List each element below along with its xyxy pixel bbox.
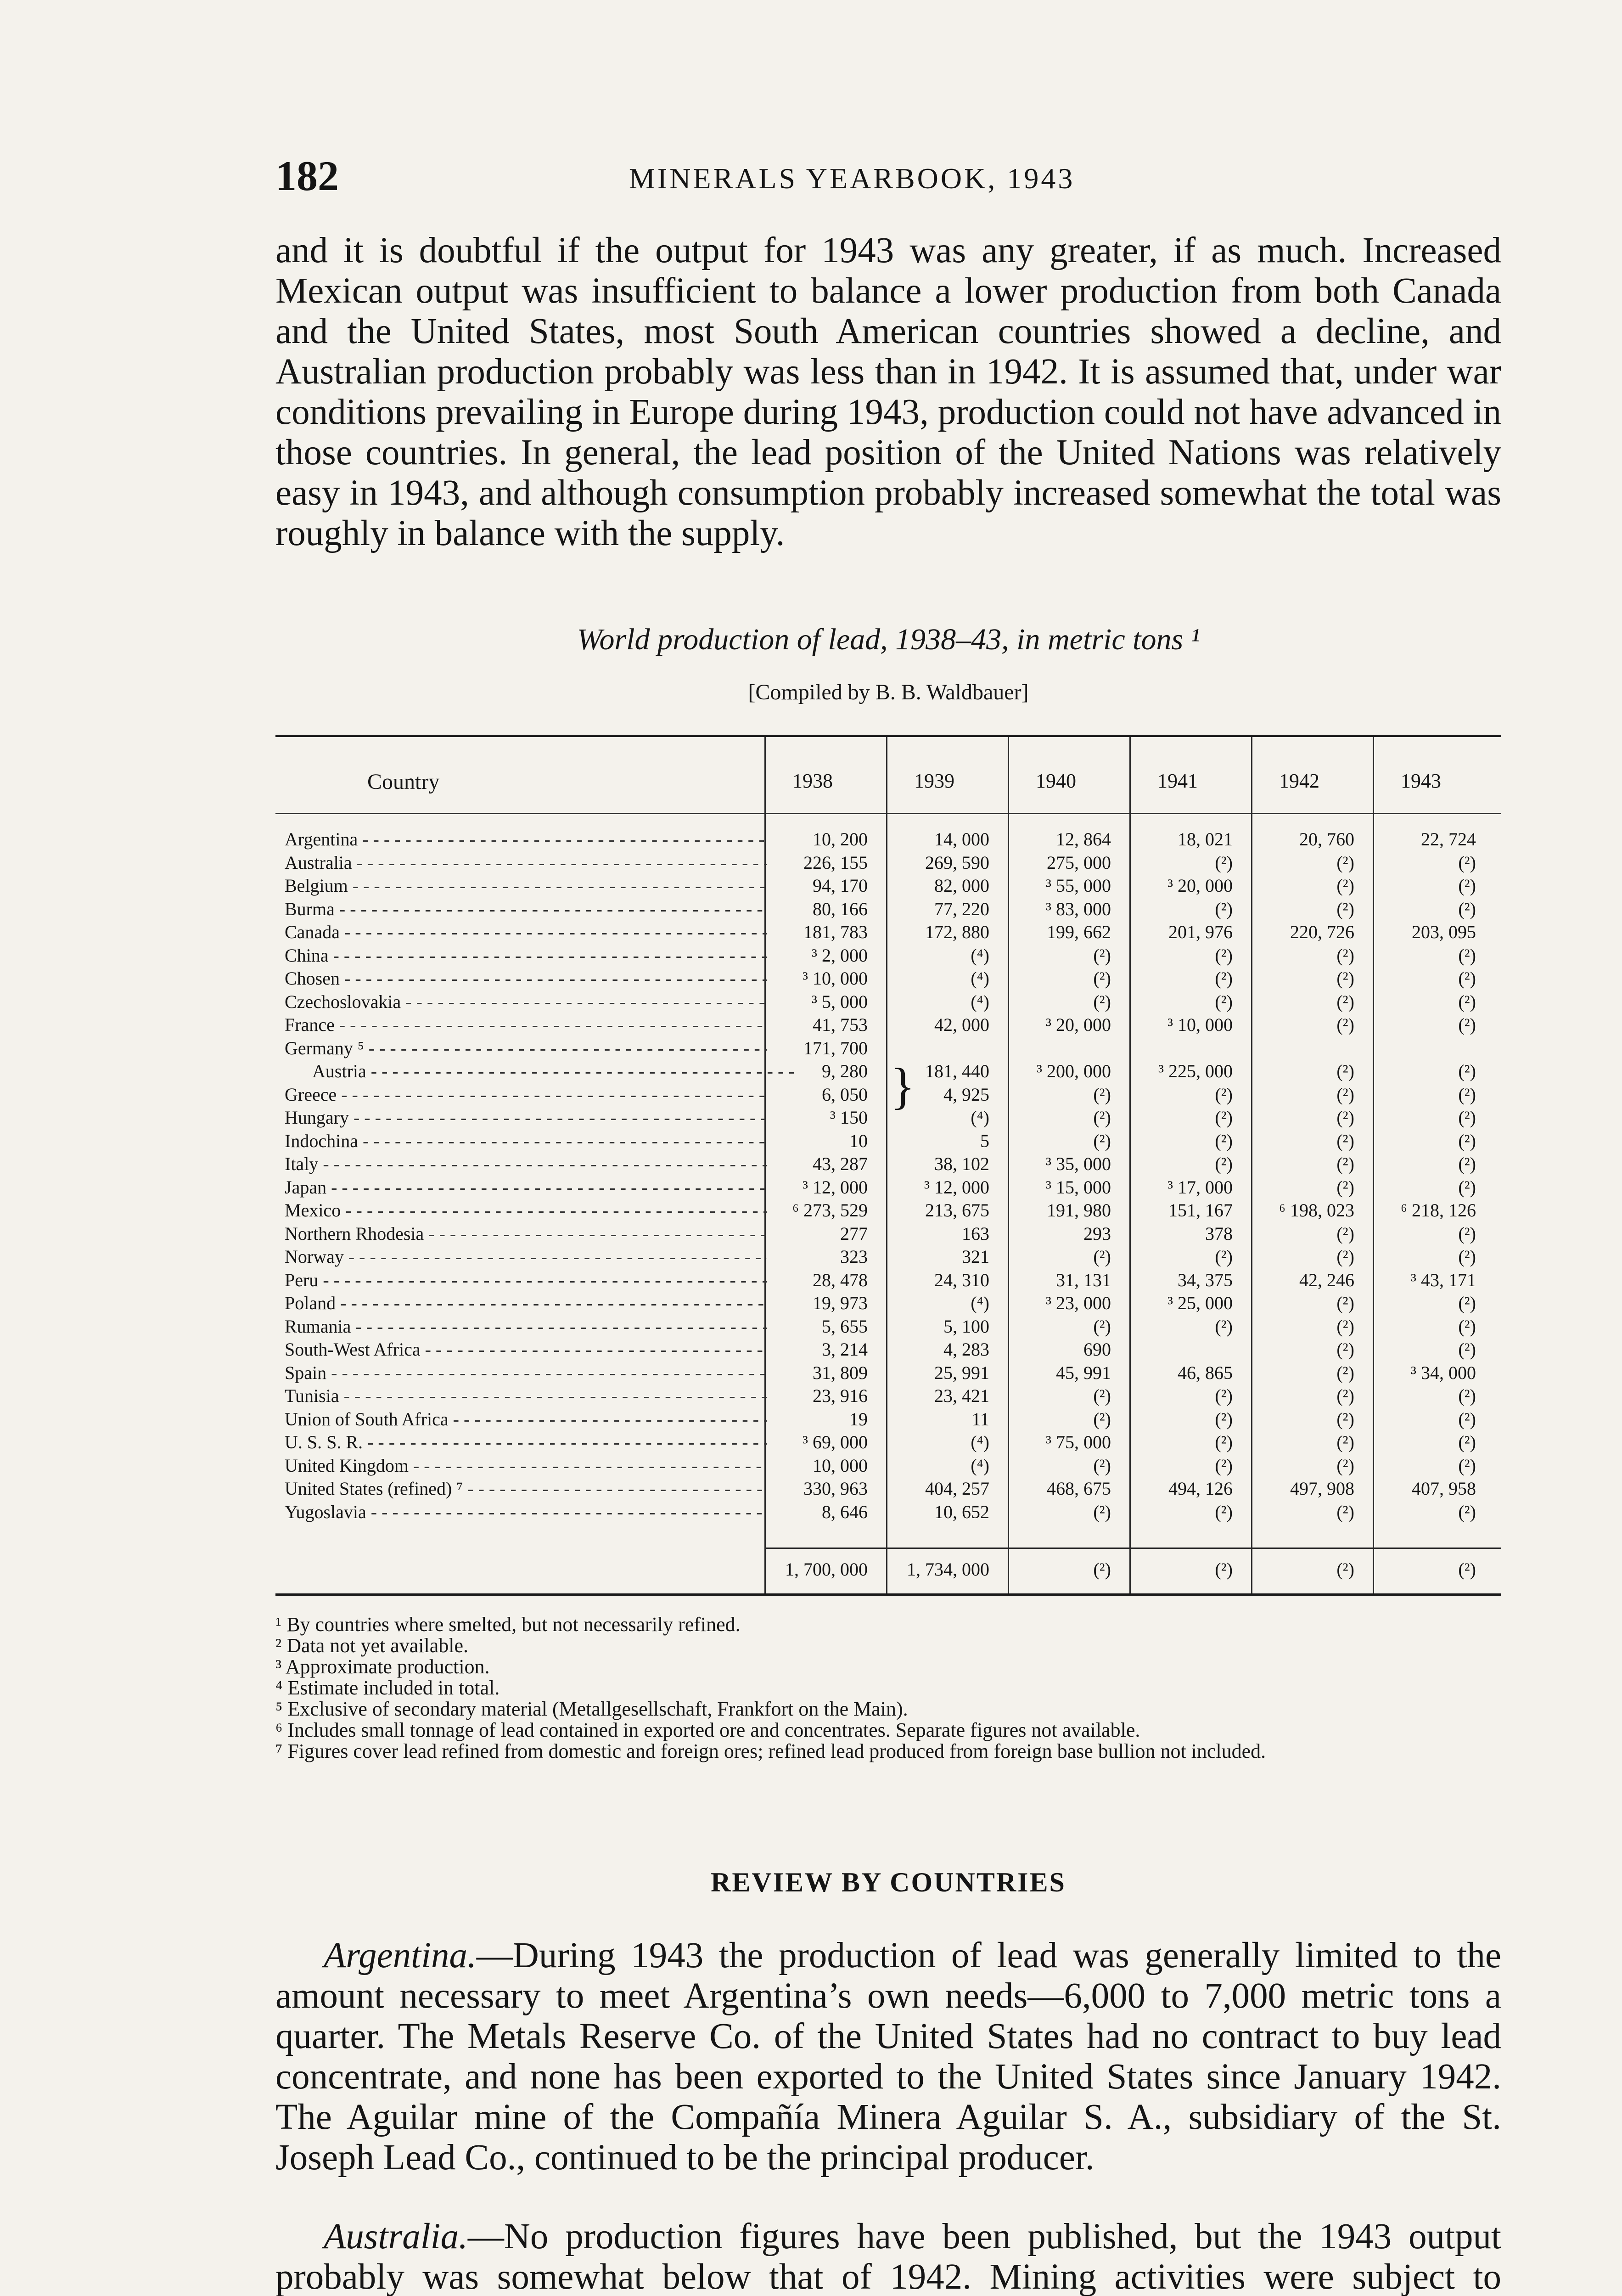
value-cell-1943: (²) [1458,968,1476,989]
value-cell-1943: ³ 43, 171 [1411,1269,1476,1290]
table-row [275,1107,1501,1128]
value-cell-1938: ³ 5, 000 [812,991,868,1012]
value-cell-1942: (²) [1336,1061,1354,1081]
country-cell: Greece - - - [285,1084,767,1105]
value-cell-1939: (⁴) [971,1107,989,1128]
table-row [275,1084,1501,1105]
table-row [275,1038,1501,1059]
total-1941: (²) [1215,1559,1233,1580]
value-cell-1939: ³ 12, 000 [924,1176,989,1198]
australia-text: —No production figures have been published, but the 1943 output probably was somewhat below that of 1942. Mining activities were subject to [275,2217,1501,2296]
value-cell-1942: (²) [1336,1339,1354,1360]
australia-paragraph [275,2217,1501,2296]
value-cell-1943: (²) [1458,1084,1476,1105]
table-row [275,991,1501,1013]
table-row [275,1316,1501,1337]
value-cell-1941: (²) [1215,1432,1233,1452]
value-cell-1941: 18, 021 [1178,829,1233,850]
value-cell-1939: 4, 283 [943,1339,989,1360]
value-cell-1942: (²) [1336,1246,1354,1267]
value-cell-1943: (²) [1458,1176,1476,1198]
table-row [275,829,1501,850]
country-cell: Belgium - - - [285,875,767,896]
value-cell-1941: (²) [1215,1084,1233,1105]
value-cell-1943: 22, 724 [1421,829,1476,850]
value-cell-1939: 77, 220 [934,898,989,919]
footnote: ⁴ Estimate included in total. [275,1677,500,1699]
value-cell-1943: (²) [1458,1432,1476,1452]
value-cell-1941: (²) [1215,852,1233,873]
table-row [275,1131,1501,1152]
germany-austria-brace: } [891,1058,915,1114]
value-cell-1942: (²) [1336,1432,1354,1452]
value-cell-1938: ⁶ 273, 529 [792,1200,868,1221]
value-cell-1943: 407, 958 [1412,1478,1476,1499]
country-cell: Italy - - - [285,1154,767,1175]
value-cell-1940: ³ 200, 000 [1037,1061,1111,1081]
australia-label: Australia. [324,2217,468,2257]
country-cell: Peru - - - [285,1270,767,1291]
value-cell-1939: 82, 000 [934,875,989,896]
total-1940: (²) [1093,1559,1111,1580]
value-cell-1939: (⁴) [971,1455,989,1476]
value-cell-1940: (²) [1093,968,1111,989]
footnote: ⁵ Exclusive of secondary material (Metallgesellschaft, Frankfort on the Main). [275,1698,908,1720]
country-cell: Union of South Africa - - - [285,1409,767,1430]
total-rule [764,1548,1501,1549]
value-cell-1943: ⁶ 218, 126 [1401,1200,1476,1221]
value-cell-1943: (²) [1458,1385,1476,1406]
table-footnotes [275,1614,1501,1762]
value-cell-1938: 277 [840,1223,868,1244]
table-row [275,1409,1501,1430]
value-cell-1943: (²) [1458,1455,1476,1476]
value-cell-1943: (²) [1458,1339,1476,1360]
country-cell: South-West Africa - - - [285,1339,767,1360]
col-head-1941: 1941 [1157,770,1198,792]
value-cell-1939: 24, 310 [934,1269,989,1290]
table-top-rule [275,735,1501,737]
value-cell-1942: (²) [1336,875,1354,896]
total-1939: 1, 734, 000 [907,1559,989,1580]
table-row [275,1014,1501,1035]
value-cell-1940: 199, 662 [1047,922,1111,942]
value-cell-1940: 293 [1083,1223,1111,1244]
value-cell-1943: (²) [1458,1316,1476,1337]
country-cell: Canada - - - [285,922,767,943]
value-cell-1938: 323 [840,1246,868,1267]
value-cell-1939: 181, 440 [925,1061,989,1081]
value-cell-1942: (²) [1336,1223,1354,1244]
value-cell-1943: 203, 095 [1412,922,1476,942]
value-cell-1941: (²) [1215,1107,1233,1128]
table-row [275,1478,1501,1499]
value-cell-1940: 468, 675 [1047,1478,1111,1499]
value-cell-1941: (²) [1215,991,1233,1012]
value-cell-1941: 494, 126 [1168,1478,1233,1499]
table-row [275,945,1501,966]
value-cell-1942: (²) [1336,1107,1354,1128]
country-cell: France - - - [285,1014,767,1035]
value-cell-1939: 5 [980,1130,989,1151]
total-1938: 1, 700, 000 [785,1559,868,1580]
footnote: ⁶ Includes small tonnage of lead contained in exported ore and concentrates. Separate figures not available. [275,1719,1140,1741]
value-cell-1943: (²) [1458,1293,1476,1313]
value-cell-1942: (²) [1336,898,1354,919]
col-head-1939: 1939 [914,770,954,792]
value-cell-1941: 34, 375 [1178,1269,1233,1290]
value-cell-1939: 4, 925 [943,1084,989,1105]
value-cell-1938: 43, 287 [813,1154,868,1174]
value-cell-1942: 497, 908 [1290,1478,1354,1499]
argentina-paragraph [275,1936,1501,2178]
country-cell: Northern Rhodesia - - - [285,1223,767,1244]
value-cell-1941: (²) [1215,1130,1233,1151]
country-cell: Rumania - - - [285,1316,767,1337]
value-cell-1941: ³ 25, 000 [1167,1293,1233,1313]
value-cell-1943: (²) [1458,1107,1476,1128]
value-cell-1939: 5, 100 [943,1316,989,1337]
value-cell-1940: 275, 000 [1047,852,1111,873]
country-cell: Tunisia - - - [285,1385,767,1407]
value-cell-1942: (²) [1336,968,1354,989]
value-cell-1940: (²) [1093,1130,1111,1151]
value-cell-1938: ³ 10, 000 [803,968,868,989]
value-cell-1943: (²) [1458,875,1476,896]
value-cell-1938: 10, 200 [813,829,868,850]
table-row [275,1385,1501,1407]
value-cell-1938: ³ 150 [830,1107,868,1128]
value-cell-1942: (²) [1336,1014,1354,1035]
value-cell-1940: (²) [1093,1385,1111,1406]
table-row [275,968,1501,989]
value-cell-1943: (²) [1458,1130,1476,1151]
value-cell-1940: (²) [1093,1107,1111,1128]
country-cell: Australia - - - [285,852,767,873]
country-cell: Yugoslavia - - - [285,1502,767,1523]
country-cell: Chosen - - - [285,968,767,989]
country-cell: Burma - - - [285,899,767,920]
col-head-1940: 1940 [1036,770,1076,792]
value-cell-1938: 5, 655 [822,1316,868,1337]
value-cell-1943: (²) [1458,991,1476,1012]
table-row [275,1293,1501,1314]
value-cell-1939: 404, 257 [925,1478,989,1499]
country-cell: Mexico - - - [285,1200,767,1221]
section-heading: REVIEW BY COUNTRIES [711,1867,1066,1897]
value-cell-1939: 25, 991 [934,1362,989,1383]
value-cell-1941: (²) [1215,1316,1233,1337]
value-cell-1939: (⁴) [971,1432,989,1452]
value-cell-1939: 213, 675 [925,1200,989,1221]
value-cell-1940: (²) [1093,1408,1111,1429]
country-cell: Germany ⁵ - - - [285,1038,767,1059]
value-cell-1939: 42, 000 [934,1014,989,1035]
value-cell-1943: (²) [1458,1223,1476,1244]
value-cell-1940: (²) [1093,1316,1111,1337]
value-cell-1938: 80, 166 [813,898,868,919]
country-cell: United States (refined) ⁷ - - - [285,1478,767,1499]
value-cell-1940: 191, 980 [1047,1200,1111,1221]
header-rule [275,813,1501,814]
value-cell-1940: (²) [1093,1455,1111,1476]
value-cell-1943: (²) [1458,1501,1476,1522]
value-cell-1940: 31, 131 [1056,1269,1111,1290]
table-row [275,1270,1501,1291]
table-compiled-by: [Compiled by B. B. Waldbauer] [748,680,1029,704]
value-cell-1943: (²) [1458,898,1476,919]
table-row [275,1177,1501,1198]
value-cell-1942: (²) [1336,1455,1354,1476]
value-cell-1939: 269, 590 [925,852,989,873]
value-cell-1942: (²) [1336,1176,1354,1198]
value-cell-1942: (²) [1336,991,1354,1012]
value-cell-1941: 151, 167 [1168,1200,1233,1221]
value-cell-1940: (²) [1093,1246,1111,1267]
value-cell-1941: (²) [1215,898,1233,919]
table-row [275,852,1501,873]
col-head-country: Country [367,770,440,794]
value-cell-1940: ³ 35, 000 [1046,1154,1111,1174]
value-cell-1942: (²) [1336,1408,1354,1429]
table-title: World production of lead, 1938–43, in metric tons ¹ [577,623,1200,656]
value-cell-1939: (⁴) [971,945,989,966]
country-cell: U. S. S. R. - - - [285,1432,767,1453]
table-bottom-rule [275,1593,1501,1596]
value-cell-1940: 12, 864 [1056,829,1111,850]
value-cell-1940: 690 [1083,1339,1111,1360]
value-cell-1938: 171, 700 [803,1037,868,1058]
value-cell-1941: ³ 20, 000 [1167,875,1233,896]
value-cell-1941: (²) [1215,945,1233,966]
table-row [275,1432,1501,1453]
value-cell-1940: (²) [1093,991,1111,1012]
value-cell-1941: (²) [1215,1385,1233,1406]
value-cell-1941: (²) [1215,1408,1233,1429]
value-cell-1941: ³ 17, 000 [1167,1176,1233,1198]
value-cell-1940: ³ 75, 000 [1046,1432,1111,1452]
value-cell-1940: ³ 20, 000 [1046,1014,1111,1035]
argentina-label: Argentina. [324,1936,477,1975]
value-cell-1940: ³ 23, 000 [1046,1293,1111,1313]
value-cell-1942: (²) [1336,1130,1354,1151]
value-cell-1938: 31, 809 [813,1362,868,1383]
value-cell-1941: ³ 10, 000 [1167,1014,1233,1035]
table-row [275,922,1501,943]
table-row [275,875,1501,896]
value-cell-1943: (²) [1458,945,1476,966]
value-cell-1941: 46, 865 [1178,1362,1233,1383]
value-cell-1941: (²) [1215,1154,1233,1174]
value-cell-1943: (²) [1458,1154,1476,1174]
col-head-1942: 1942 [1279,770,1319,792]
table-row [275,1223,1501,1244]
table-row [275,1246,1501,1267]
value-cell-1939: 38, 102 [934,1154,989,1174]
value-cell-1940: ³ 83, 000 [1046,898,1111,919]
value-cell-1941: 201, 976 [1168,922,1233,942]
value-cell-1940: ³ 15, 000 [1046,1176,1111,1198]
value-cell-1939: 321 [962,1246,989,1267]
value-cell-1942: 220, 726 [1290,922,1354,942]
value-cell-1938: ³ 12, 000 [803,1176,868,1198]
running-title: MINERALS YEARBOOK, 1943 [629,162,1075,195]
value-cell-1942: (²) [1336,1154,1354,1174]
argentina-text: —During 1943 the production of lead was generally limited to the amount necessary to meet Argentina’s own needs—6,000 to 7,000 metric tons a quarter. The Metals Reserve Co. of the United States had no contract to buy lead concentrate, and none has been exported to the United States since January 1942. The Aguilar mine of the Compañía Minera Aguilar S. A., subsidiary of the St. Joseph Lead Co., continued to be the principal producer. [275,1936,1501,2178]
value-cell-1942: (²) [1336,1385,1354,1406]
value-cell-1938: 10, 000 [813,1455,868,1476]
value-cell-1938: ³ 69, 000 [803,1432,868,1452]
country-cell: Norway - - - [285,1246,767,1267]
value-cell-1939: 172, 880 [925,922,989,942]
intro-paragraph: and it is doubtful if the output for 1943 was any greater, if as much. Increased Mexican output was insufficient to balance a lower production from both Canada and the United States, most South American countries showed a decline, and Australian production probably was less than in 1942. It is assumed that, under war conditions prevailing in Europe during 1943, production could not have advanced in those countries. In general, the lead position of the United Nations was relatively easy in 1943, and although consumption probably increased somewhat the total was roughly in balance with the supply. [275,231,1501,553]
table-row [275,1061,1501,1082]
country-cell: Czechoslovakia - - - [285,991,767,1013]
value-cell-1941: (²) [1215,1455,1233,1476]
country-cell: Poland - - - [285,1293,767,1314]
country-cell: Argentina - - - [285,829,767,850]
table-row [275,1502,1501,1523]
value-cell-1942: 42, 246 [1299,1269,1354,1290]
value-cell-1940: 45, 991 [1056,1362,1111,1383]
value-cell-1942: (²) [1336,1316,1354,1337]
value-cell-1942: (²) [1336,1084,1354,1105]
value-cell-1939: 11 [971,1408,989,1429]
value-cell-1938: 181, 783 [803,922,868,942]
value-cell-1938: 19, 973 [813,1293,868,1313]
value-cell-1942: (²) [1336,1501,1354,1522]
value-cell-1943: (²) [1458,1061,1476,1081]
value-cell-1940: (²) [1093,945,1111,966]
value-cell-1939: 163 [962,1223,989,1244]
value-cell-1941: ³ 225, 000 [1158,1061,1233,1081]
country-cell: Spain - - - [285,1362,767,1384]
page-number: 182 [275,152,339,199]
table-row [275,1154,1501,1175]
col-head-1943: 1943 [1401,770,1441,792]
value-cell-1938: 226, 155 [803,852,868,873]
table-row [275,1339,1501,1360]
value-cell-1938: ³ 2, 000 [812,945,868,966]
country-cell: Japan - - - [285,1177,767,1198]
value-cell-1938: 3, 214 [822,1339,868,1360]
value-cell-1942: (²) [1336,1293,1354,1313]
country-cell: Hungary - - - [285,1107,767,1128]
totals-row [275,1559,1501,1580]
value-cell-1942: 20, 760 [1299,829,1354,850]
country-cell: China - - - [285,945,767,966]
value-cell-1943: (²) [1458,1014,1476,1035]
footnote: ³ Approximate production. [275,1655,490,1678]
value-cell-1941: (²) [1215,968,1233,989]
value-cell-1938: 8, 646 [822,1501,868,1522]
value-cell-1939: (⁴) [971,991,989,1012]
value-cell-1938: 28, 478 [813,1269,868,1290]
value-cell-1938: 9, 280 [822,1061,868,1081]
value-cell-1940: ³ 55, 000 [1046,875,1111,896]
value-cell-1939: (⁴) [971,968,989,989]
value-cell-1938: 94, 170 [813,875,868,896]
value-cell-1938: 19 [849,1408,868,1429]
table-row [275,1362,1501,1384]
value-cell-1939: 10, 652 [934,1501,989,1522]
value-cell-1938: 23, 916 [813,1385,868,1406]
total-1943: (²) [1458,1559,1476,1580]
value-cell-1943: (²) [1458,1408,1476,1429]
value-cell-1939: 14, 000 [934,829,989,850]
table-row [275,899,1501,920]
footnote: ⁷ Figures cover lead refined from domestic and foreign ores; refined lead produced from foreign base bullion not included. [275,1740,1266,1762]
value-cell-1940: (²) [1093,1084,1111,1105]
value-cell-1942: (²) [1336,1362,1354,1383]
value-cell-1939: (⁴) [971,1293,989,1313]
value-cell-1939: 23, 421 [934,1385,989,1406]
value-cell-1941: 378 [1205,1223,1233,1244]
value-cell-1938: 10 [849,1130,868,1151]
page-header [275,152,1515,202]
total-1942: (²) [1336,1559,1354,1580]
value-cell-1941: (²) [1215,1501,1233,1522]
footnote: ¹ By countries where smelted, but not necessarily refined. [275,1613,741,1636]
value-cell-1938: 330, 963 [803,1478,868,1499]
value-cell-1942: (²) [1336,852,1354,873]
value-cell-1942: ⁶ 198, 023 [1279,1200,1354,1221]
value-cell-1942: (²) [1336,945,1354,966]
table-row [275,1200,1501,1221]
value-cell-1940: (²) [1093,1501,1111,1522]
value-cell-1943: ³ 34, 000 [1411,1362,1476,1383]
footnote: ² Data not yet available. [275,1634,469,1657]
country-cell: Indochina - - - [285,1131,767,1152]
country-cell: Austria - - - [285,1061,794,1082]
value-cell-1938: 6, 050 [822,1084,868,1105]
value-cell-1943: (²) [1458,852,1476,873]
col-head-1938: 1938 [792,770,833,792]
value-cell-1938: 41, 753 [813,1014,868,1035]
table-row [275,1455,1501,1476]
value-cell-1943: (²) [1458,1246,1476,1267]
country-cell: United Kingdom - - - [285,1455,767,1476]
value-cell-1941: (²) [1215,1246,1233,1267]
